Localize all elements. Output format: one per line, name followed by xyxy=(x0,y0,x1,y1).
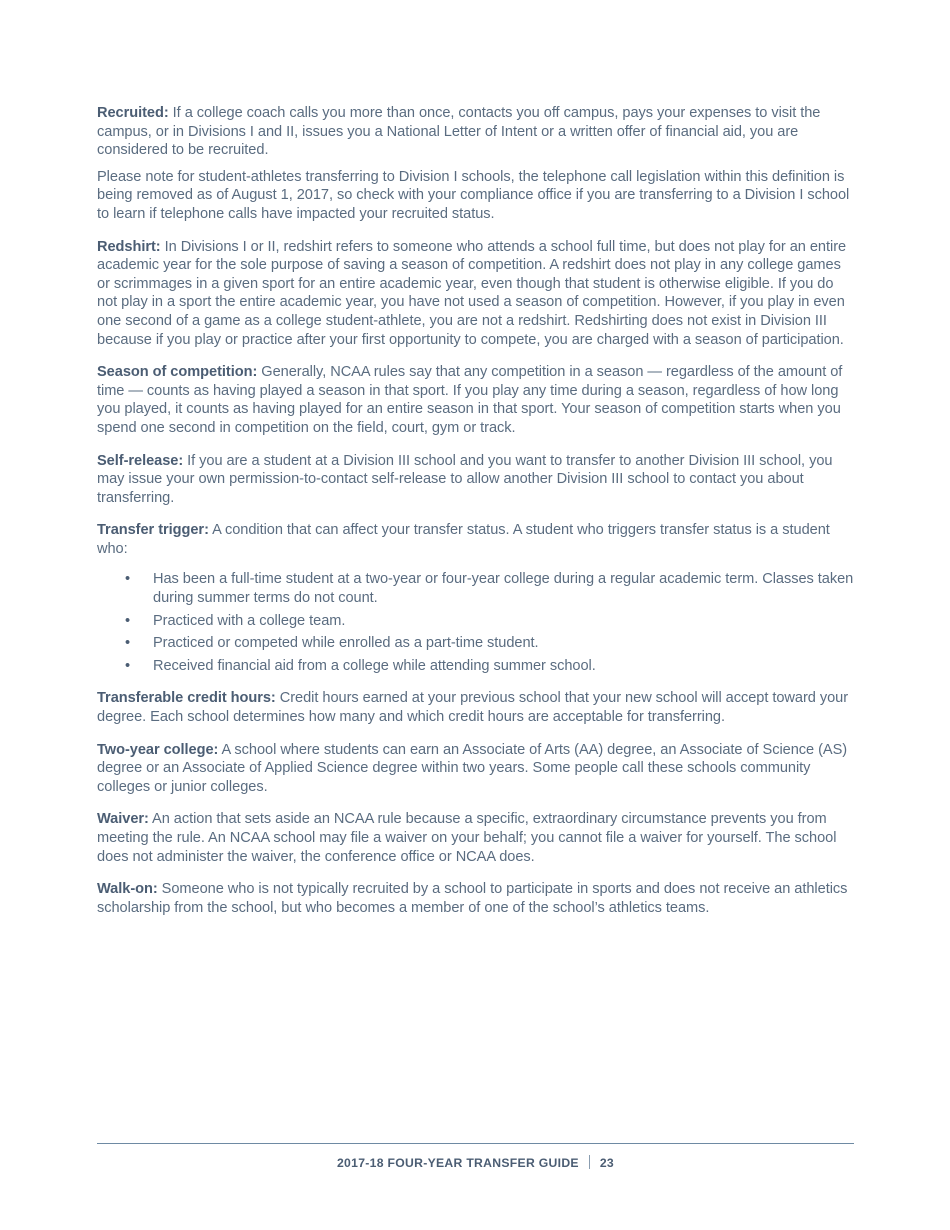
list-item-text: Has been a full-time student at a two-year or four-year college during a regular academic term. Classes taken during summer terms do not count. xyxy=(153,571,854,607)
entry-paragraph xyxy=(97,741,854,797)
entry-definition: If you are a student at a Division III school and you want to transfer to another Division III school, you may issue your own permission-to-contact self-release to allow another Division III school to contact you about transferring. xyxy=(97,452,833,506)
glossary-content xyxy=(97,104,854,931)
glossary-entry-self-release xyxy=(97,452,854,508)
entry-term: Waiver: xyxy=(97,811,149,828)
entry-definition: In Divisions I or II, redshirt refers to someone who attends a school full time, but does not play for an entire academic year for the sole purpose of saving a season of competition. A redshirt does not play in any college games or scrimmages in a given sport for an entire academic year, even though that student is otherwise eligible. If you do not play in a sport the entire academic year, you have not used a season of competition. However, if you play in even one second of a game as a college student-athlete, you are not a redshirt. Redshirting does not exist in Division III because if you play or practice after your first opportunity to compete, you are charged with a season of participation. xyxy=(97,238,847,348)
entry-term: Transfer trigger: xyxy=(97,522,209,539)
list-item xyxy=(125,612,854,631)
bullet-icon: • xyxy=(125,635,131,652)
entry-term: Two-year college: xyxy=(97,741,219,758)
footer-separator xyxy=(589,1155,590,1169)
glossary-entry-recruited xyxy=(97,104,854,224)
list-item-text: Practiced or competed while enrolled as a part-time student. xyxy=(153,635,539,652)
page-number: 23 xyxy=(599,1156,615,1170)
glossary-entry-redshirt xyxy=(97,238,854,350)
transfer-trigger-list xyxy=(97,570,854,675)
entry-note: Please note for student-athletes transferring to Division I schools, the telephone call legislation within this definition is being removed as of August 1, 2017, so check with your compliance office if you are transferring to a Division I school to learn if telephone calls have impacted your recruited status. xyxy=(97,168,850,222)
entry-term: Recruited: xyxy=(97,105,169,121)
entry-paragraph xyxy=(97,452,854,508)
entry-definition: An action that sets aside an NCAA rule because a specific, extraordinary circumstance prevents you from meeting the rule. An NCAA school may file a waiver on your behalf; you cannot file a waiver for yourself. The school does not administer the waiver, the conference office or NCAA does. xyxy=(97,811,837,865)
entry-term: Transferable credit hours: xyxy=(97,690,276,707)
entry-paragraph xyxy=(97,363,854,437)
entry-definition: Credit hours earned at your previous school that your new school will accept toward your degree. Each school determines how many and which credit hours are acceptable for transferring. xyxy=(97,690,849,726)
glossary-entry-transfer-trigger xyxy=(97,521,854,558)
list-item-text: Received financial aid from a college while attending summer school. xyxy=(153,657,596,674)
page-footer xyxy=(97,1155,854,1170)
glossary-entry-two-year-college xyxy=(97,741,854,797)
list-item xyxy=(125,657,854,676)
entry-term: Redshirt: xyxy=(97,238,161,255)
entry-definition: Generally, NCAA rules say that any competition in a season — regardless of the amount of time — counts as having played a season in that sport. If you play any time during a season, regardless of how long you played, it counts as having played for an entire season in that sport. Your season of competition starts when you spend one second in competition on the field, court, gym or track. xyxy=(97,364,843,436)
entry-definition: A condition that can affect your transfer status. A student who triggers transfer status is a student who: xyxy=(97,522,830,557)
bullet-icon: • xyxy=(125,612,131,629)
glossary-entry-walk-on xyxy=(97,880,854,917)
footer-divider xyxy=(97,1143,854,1144)
entry-definition: If a college coach calls you more than once, contacts you off campus, pays your expenses to visit the campus, or in Divisions I and II, issues you a National Letter of Intent or a written offer of financial aid, you are considered to be recruited. xyxy=(97,105,821,159)
entry-term: Self-release: xyxy=(97,452,184,469)
entry-term: Season of competition: xyxy=(97,364,258,381)
entry-paragraph xyxy=(97,104,854,160)
entry-paragraph xyxy=(97,521,854,558)
footer-title: 2017-18 FOUR-YEAR TRANSFER GUIDE xyxy=(336,1156,579,1170)
glossary-entry-waiver xyxy=(97,810,854,866)
glossary-entry-season-of-competition xyxy=(97,363,854,437)
entry-paragraph xyxy=(97,689,854,726)
entry-paragraph xyxy=(97,238,854,350)
entry-definition: Someone who is not typically recruited by a school to participate in sports and does not receive an athletics scholarship from the school, but who becomes a member of one of the school’s athletics teams. xyxy=(97,881,848,916)
entry-term: Walk-on: xyxy=(97,881,158,898)
entry-definition: A school where students can earn an Associate of Arts (AA) degree, an Associate of Science (AS) degree or an Associate of Applied Science degree within two years. Some people call these schools community colleges or junior colleges. xyxy=(97,741,848,795)
bullet-icon: • xyxy=(125,657,131,674)
list-item xyxy=(125,570,854,607)
list-item-text: Practiced with a college team. xyxy=(153,612,346,629)
entry-paragraph xyxy=(97,810,854,866)
entry-paragraph xyxy=(97,880,854,917)
list-item xyxy=(125,634,854,653)
glossary-entry-transferable-credit-hours xyxy=(97,689,854,726)
bullet-icon: • xyxy=(125,571,131,588)
